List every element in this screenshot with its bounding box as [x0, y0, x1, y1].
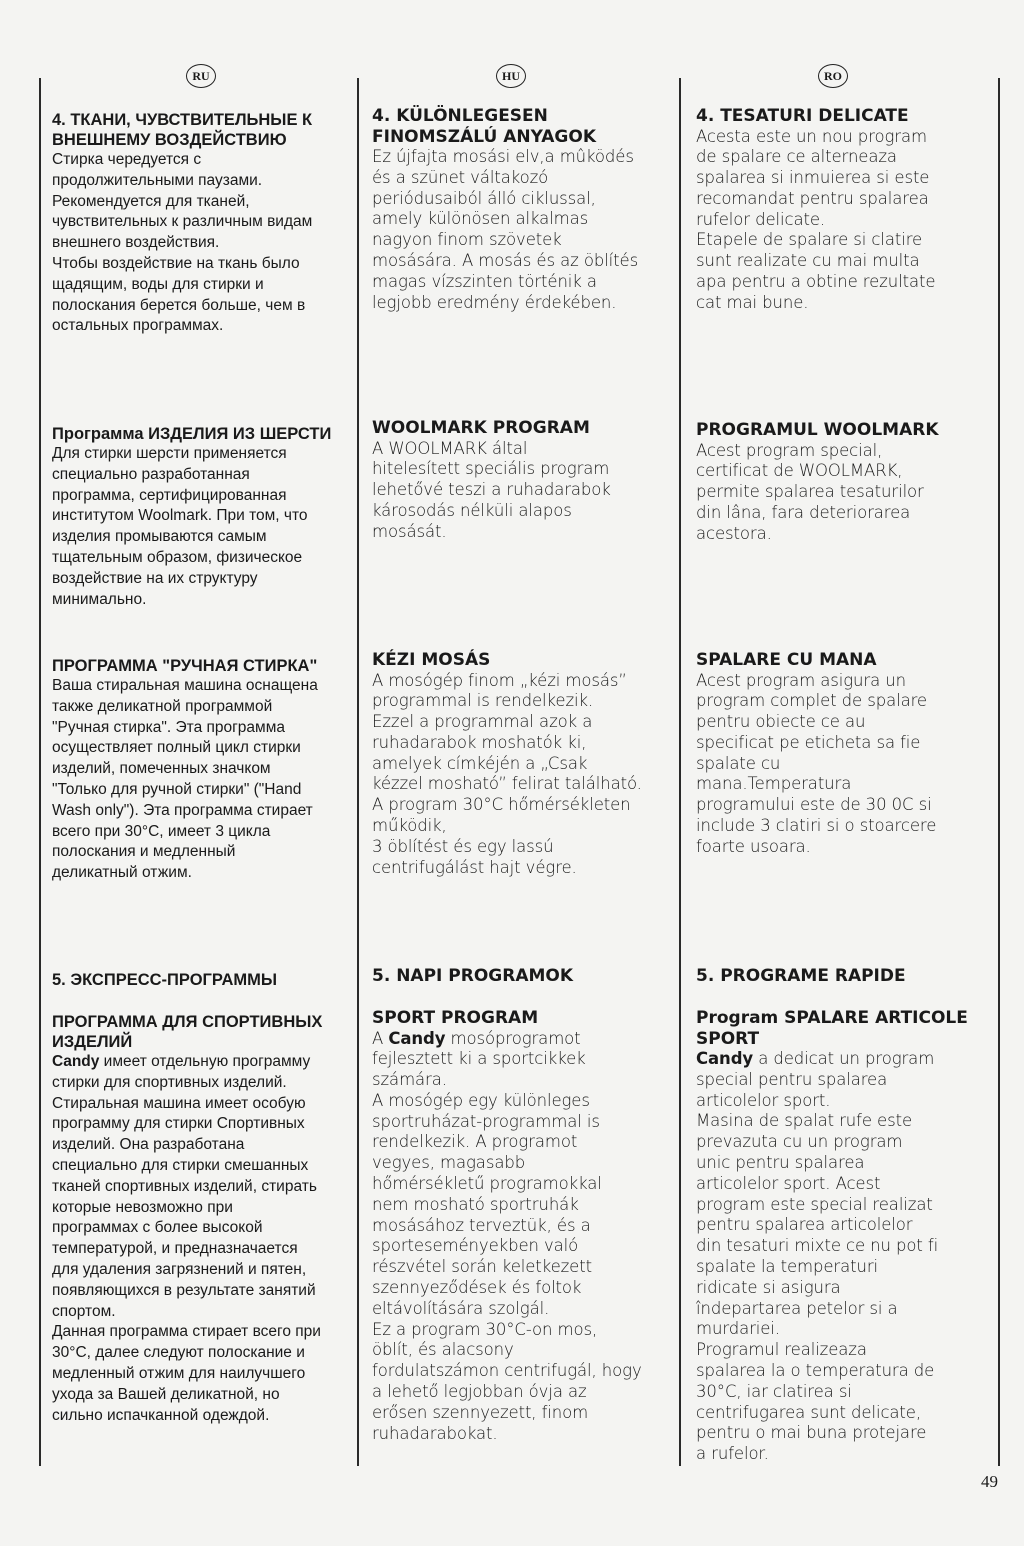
ru-wool-body: Для стирки шерсти применяется специально разработанная программа, сертифицированная институтом Woolmark. При том, что изделия промываются самым тщательным образом, физическое воздействие на их структуру минимально. — [52, 445, 308, 608]
right-rule — [998, 78, 1000, 1466]
ro-rapid-title: 5. PROGRAME RAPIDE — [696, 966, 906, 986]
hu-sport-intro-text: mosóprogramot — [445, 1028, 581, 1048]
hu-delicate-body: Ez újfajta mosási elv,a mûködés és a szünet váltakozó periódusaiból álló ciklussal, amely különösen alkalmas nagyon finom szövetek mosására. A mosás és az öblítés magas vízszinten történik a legjobb eredmény érdekében. — [372, 147, 639, 312]
language-badge-ru: RU — [186, 64, 216, 88]
ro-handwash-title: SPALARE CU MANA — [696, 650, 877, 670]
ru-section-handwash — [52, 656, 348, 884]
hu-delicate-title: 4. KÜLÖNLEGESEN FINOMSZÁLÚ ANYAGOK — [372, 106, 597, 147]
hu-sport-body: fejlesztett ki a sportcikkek számára. A mosógép egy különleges sportruházat-programmal is rendelkezik. A programot vegyes, magasabb hőmérsékletű programokkal nem mosható sportruhák mosásához terveztük, és a sporteseményekben való részvétel során keletkezett szennyeződések és foltok eltávolítására szolgál. Ez a program 30°C-on mos, öblít, és alacsony fordulatszámon centrifugál, hogy a lehető legjobban óvja az erősen szennyezett, finom ruhadarabokat. — [372, 1049, 642, 1443]
ro-sport-intro — [696, 1049, 992, 1070]
ro-section-handwash — [696, 650, 992, 858]
ru-delicate-title: 4. ТКАНИ, ЧУВСТВИТЕЛЬНЫЕ К ВНЕШНЕМУ ВОЗДЕЙСТВИЮ — [52, 111, 313, 149]
ru-brand-candy: Candy — [52, 1053, 100, 1070]
ro-wool-body: Acest program special, certificat de WOOLMARK, permite spalarea tesaturilor din lâna, fara deteriorarea acestora. — [696, 440, 924, 543]
page-number: 49 — [981, 1472, 998, 1491]
ro-section-rapid — [696, 966, 992, 987]
ro-section-wool — [696, 420, 992, 544]
ru-section-wool — [52, 424, 348, 610]
ro-sport-title: Program SPALARE ARTICOLE SPORT — [696, 1008, 968, 1049]
ro-section-delicate — [696, 106, 992, 314]
ru-section-sport — [52, 1012, 348, 1426]
hu-sport-intro-pre: A — [372, 1028, 389, 1048]
hu-handwash-body: A mosógép finom „kézi mosás” programmal is rendelkezik. Ezzel a programmal azok a ruhadarabok moshatók ki, amelyek címkéjén a „Csak kézzel mosható” felirat található. A program 30°C hőmérsékleten működik, 3 öblítést és egy lassú centrifugálást hajt végre. — [372, 670, 642, 877]
ro-sport-intro-text: a dedicat un program — [753, 1049, 935, 1068]
ru-handwash-title: ПРОГРАММА "РУЧНАЯ СТИРКА" — [52, 657, 318, 675]
ro-delicate-body: Acesta este un nou program de spalare ce alterneaza spalarea si inmuierea si este recomandat pentru spalarea rufelor delicate. Etapele de spalare si clatire sunt realizate cu mai multa apa pentru a obtine rezultate cat mai bune. — [696, 126, 936, 312]
hu-section-sport — [372, 1008, 668, 1444]
ro-delicate-title: 4. TESATURI DELICATE — [696, 106, 909, 126]
ru-wool-title: Программа ИЗДЕЛИЯ ИЗ ШЕРСТИ — [52, 425, 332, 443]
hu-wool-body: A WOOLMARK által hitelesített speciális program lehetővé teszi a ruhadarabok károsodás nélküli alapos mosását. — [372, 438, 611, 541]
language-badge-ro: RO — [818, 64, 848, 88]
left-rule — [39, 78, 41, 1466]
ro-wool-title: PROGRAMUL WOOLMARK — [696, 420, 939, 440]
ru-section-delicate — [52, 110, 348, 337]
ru-sport-body: стирки для спортивных изделий. Стиральная машина имеет особую программу для стирки Спортивных изделий. Она разработана специально для стирки смешанных тканей спортивных изделий, стирать которые невозможно при программах с более высокой температурой, и предназначается для удаления загрязнений и пятен, появляющихся в результате занятий спортом. Данная программа стирает всего при 30°С, далее следуют полоскание и медленный отжим для наилучшего ухода за Вашей деликатной, но сильно испачканной одеждой. — [52, 1073, 321, 1424]
hu-section-wool — [372, 418, 668, 542]
ru-sport-title: ПРОГРАММА ДЛЯ СПОРТИВНЫХ ИЗДЕЛИЙ — [52, 1013, 323, 1051]
language-badge-hu: HU — [496, 64, 526, 88]
hu-wool-title: WOOLMARK PROGRAM — [372, 418, 590, 438]
ru-sport-intro — [52, 1052, 348, 1073]
hu-section-delicate — [372, 106, 668, 313]
ro-sport-body: special pentru spalarea articolelor sport. Masina de spalat rufe este prevazuta cu un program unic pentru spalarea articolelor sport. Acest program este special realizat pentru spalarea articolelor din tesaturi mixte ce nu pot fi spalate la temperaturi ridicate si asigura îndepartarea petelor si a murdariei. Programul realizeaza spalarea la o temperatura de 30°C, iar clatirea si centrifugarea sunt delicate, pentru o mai buna protejare a rufelor. — [696, 1069, 939, 1464]
ro-brand-candy: Candy — [696, 1049, 754, 1068]
ru-delicate-body: Стирка чередуется с продолжительными паузами. Рекомендуется для тканей, чувствительных к различным видам внешнего воздействия. Чтобы воздействие на ткань было щадящим, воды для стирки и полоскания берется больше, чем в остальных программах. — [52, 151, 313, 335]
ro-handwash-body: Acest program asigura un program complet de spalare pentru obiecte ce au specificat pe eticheta sa fie spalate cu mana.Temperatura programului este de 30 0C si include 3 clatiri si o stoarcere foarte usoara. — [696, 670, 937, 856]
hu-handwash-title: KÉZI MOSÁS — [372, 650, 491, 670]
ru-section-express — [52, 970, 348, 990]
ro-section-sport — [696, 1008, 992, 1465]
column-divider-1 — [357, 78, 359, 1466]
hu-sport-intro — [372, 1029, 668, 1050]
hu-daily-title: 5. NAPI PROGRAMOK — [372, 966, 574, 986]
hu-brand-candy: Candy — [388, 1028, 446, 1048]
ru-express-title: 5. ЭКСПРЕСС-ПРОГРАММЫ — [52, 971, 277, 989]
hu-sport-title: SPORT PROGRAM — [372, 1008, 539, 1028]
column-divider-2 — [679, 78, 681, 1466]
ru-sport-intro-text: имеет отдельную программу — [99, 1053, 311, 1070]
hu-section-handwash — [372, 650, 668, 878]
ru-handwash-body: Ваша стиральная машина оснащена также деликатной программой "Ручная стирка". Эта программа осуществляет полный цикл стирки изделий, помеченных значком "Только для ручной стирки" ("Hand Wash only"). Эта программа стирает всего при 30°С, имеет 3 цикла полоскания и медленный деликатный отжим. — [52, 677, 318, 882]
hu-section-daily — [372, 966, 668, 987]
